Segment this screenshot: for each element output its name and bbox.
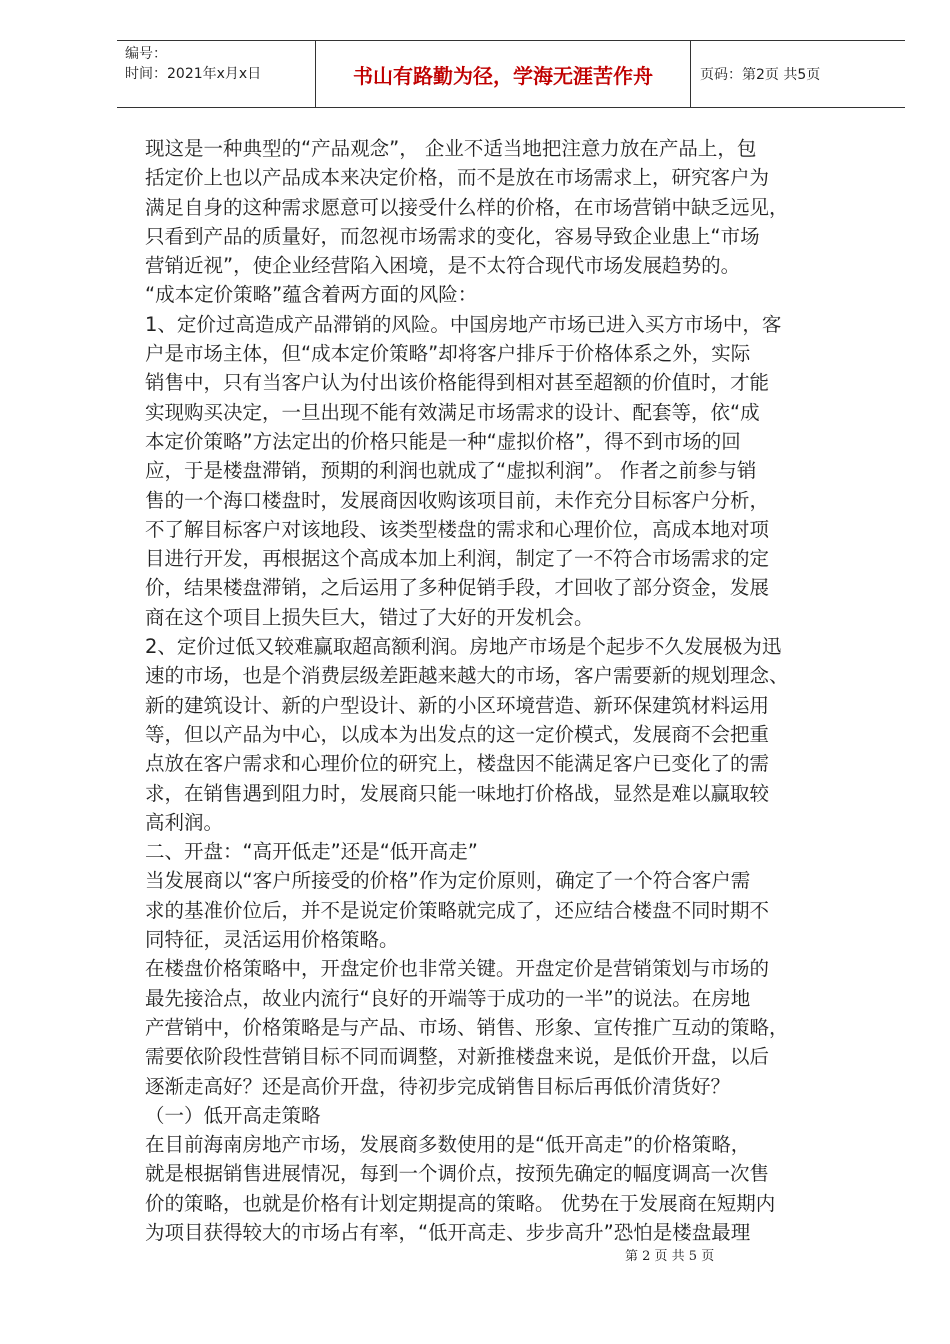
body-line: 产营销中，价格策略是与产品、市场、销售、形象、宣传推广互动的策略， — [145, 1015, 789, 1039]
body-line: 需要依阶段性营销目标不同而调整，对新推楼盘来说，是低价开盘，以后 — [145, 1045, 770, 1069]
body-line: 实现购买决定，一旦出现不能有效满足市场需求的设计、配套等，依“成 — [145, 400, 760, 424]
body-line: 等，但以产品为中心，以成本为出发点的这一定价模式，发展商不会把重 — [145, 722, 770, 746]
body-line: 当发展商以“客户所接受的价格”作为定价原则，确定了一个符合客户需 — [145, 869, 751, 893]
header-page-cell — [690, 41, 905, 107]
body-line: 销售中，只有当客户认为付出该价格能得到相对甚至超额的价值时，才能 — [145, 371, 770, 395]
body-line: 就是根据销售进展情况，每到一个调价点，按预先确定的幅度调高一次售 — [145, 1162, 770, 1186]
body-line: 在目前海南房地产市场，发展商多数使用的是“低开高走”的价格策略， — [145, 1133, 751, 1157]
body-line: 1、定价过高造成产品滞销的风险。中国房地产市场已进入买方市场中，客 — [145, 312, 782, 336]
page-header — [117, 40, 905, 108]
body-line: 在楼盘价格策略中，开盘定价也非常关键。开盘定价是营销策划与市场的 — [145, 957, 770, 981]
body-line: 新的建筑设计、新的户型设计、新的小区环境营造、新环保建筑材料运用 — [145, 693, 770, 717]
body-line: 价的策略，也就是价格有计划定期提高的策略。 优势在于发展商在短期内 — [145, 1191, 776, 1215]
body-line: 营销近视”，使企业经营陷入困境，是不太符合现代市场发展趋势的。 — [145, 254, 741, 278]
body-line: 本定价策略”方法定出的价格只能是一种“虚拟价格”，得不到市场的回 — [145, 429, 741, 453]
body-line: 同特征，灵活运用价格策略。 — [145, 928, 399, 952]
page-info: 页码：第2页 共5页 — [700, 67, 821, 83]
body-line: 点放在客户需求和心理价位的研究上，楼盘因不能满足客户已变化了的需 — [145, 752, 770, 776]
body-line: 求，在销售遇到阻力时，发展商只能一味地打价格战，显然是难以赢取较 — [145, 781, 770, 805]
body-line: 价，结果楼盘滞销，之后运用了多种促销手段，才回收了部分资金，发展 — [145, 576, 770, 600]
body-line: 最先接洽点，故业内流行“良好的开端等于成功的一半”的说法。在房地 — [145, 986, 751, 1010]
header-meta — [117, 41, 315, 107]
body-line: （一）低开高走策略 — [145, 1103, 321, 1127]
body-line: 只看到产品的质量好，而忽视市场需求的变化，容易导致企业患上“市场 — [145, 224, 760, 248]
document-body — [145, 134, 875, 1247]
body-line: 现这是一种典型的“产品观念”， 企业不适当地把注意力放在产品上，包 — [145, 137, 757, 160]
body-line: 不了解目标客户对该地段、该类型楼盘的需求和心理价位，高成本地对项 — [145, 517, 770, 541]
body-line: 高利润。 — [145, 810, 224, 834]
body-line: 户是市场主体，但“成本定价策略”却将客户排斥于价格体系之外，实际 — [145, 342, 751, 366]
body-line: 括定价上也以产品成本来决定价格，而不是放在市场需求上，研究客户为 — [145, 166, 770, 190]
header-motto-cell — [315, 41, 691, 107]
body-line: “成本定价策略”蕴含着两方面的风险： — [145, 283, 478, 307]
body-line: 逐渐走高好？还是高价开盘，待初步完成销售目标后再低价清货好？ — [145, 1074, 731, 1098]
body-line: 目进行开发，再根据这个高成本加上利润，制定了一不符合市场需求的定 — [145, 547, 770, 571]
body-line: 为项目获得较大的市场占有率，“低开高走、步步高升”恐怕是楼盘最理 — [145, 1220, 751, 1244]
time-label: 时间：2021年x月x日 — [125, 66, 262, 82]
body-line: 满足自身的这种需求愿意可以接受什么样的价格，在市场营销中缺乏远见， — [145, 195, 789, 219]
number-label: 编号： — [125, 46, 167, 62]
body-line: 商在这个项目上损失巨大，错过了大好的开发机会。 — [145, 605, 594, 629]
motto-text: 书山有路勤为径，学海无涯苦作舟 — [353, 63, 653, 88]
body-line: 求的基准价位后，并不是说定价策略就完成了，还应结合楼盘不同时期不 — [145, 898, 770, 922]
body-line: 应，于是楼盘滞销，预期的利润也就成了“虚拟利润”。 作者之前参与销 — [145, 459, 757, 483]
page-footer: 第 2 页 共 5 页 — [625, 1249, 715, 1264]
body-line: 2、定价过低又较难赢取超高额利润。房地产市场是个起步不久发展极为迅 — [145, 635, 782, 659]
body-line: 二、开盘：“高开低走”还是“低开高走” — [145, 840, 478, 864]
body-line: 速的市场，也是个消费层级差距越来越大的市场，客户需要新的规划理念、 — [145, 664, 789, 688]
body-line: 售的一个海口楼盘时，发展商因收购该项目前，未作充分目标客户分析， — [145, 488, 770, 512]
